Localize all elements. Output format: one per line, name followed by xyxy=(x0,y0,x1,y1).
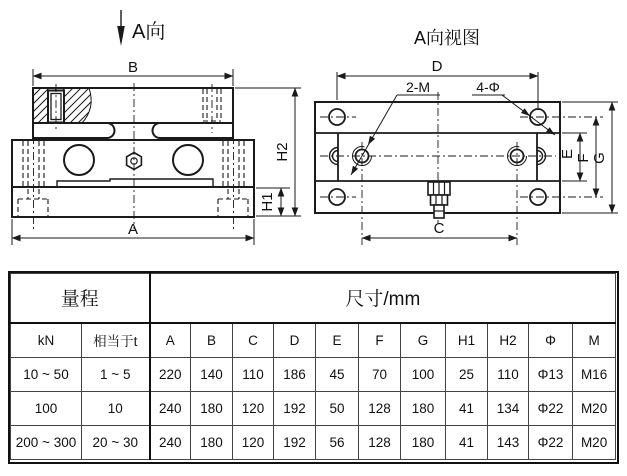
table-cell: Φ22 xyxy=(529,426,573,460)
table-cell: 240 xyxy=(150,392,191,426)
table-cell: 192 xyxy=(274,426,316,460)
dim-H1-label: H1 xyxy=(259,192,276,212)
table-cell: 128 xyxy=(359,426,401,460)
col-header-H1: H1 xyxy=(446,323,488,358)
table-cell: 180 xyxy=(191,392,233,426)
dim-E-label: E xyxy=(559,148,576,160)
view-direction-label: A向 xyxy=(132,21,166,43)
table-cell: 100 xyxy=(11,392,82,426)
spec-table-frame xyxy=(8,271,619,464)
table-cell: 180 xyxy=(401,426,446,460)
table-cell: 100 xyxy=(401,358,446,392)
table-cell: 110 xyxy=(233,358,274,392)
table-cell: 220 xyxy=(150,358,191,392)
col-header-phi: Φ xyxy=(529,323,573,358)
col-header-C: C xyxy=(233,323,274,358)
col-header-tonnes: 相当于t xyxy=(82,323,150,358)
view-direction-arrow xyxy=(117,10,125,46)
table-cell: 200 ~ 300 xyxy=(11,426,82,460)
table-cell: 186 xyxy=(274,358,316,392)
table-cell: 120 xyxy=(233,426,274,460)
spec-table xyxy=(10,273,616,460)
col-header-kn: kN xyxy=(11,323,82,358)
table-row xyxy=(11,358,616,392)
bolt-section xyxy=(48,84,64,132)
dim-B-label: B xyxy=(127,59,139,76)
table-cell: 180 xyxy=(401,392,446,426)
col-header-A: A xyxy=(150,323,191,358)
dim-D-label: D xyxy=(431,58,443,75)
dim-D xyxy=(337,72,538,110)
col-header-B: B xyxy=(191,323,233,358)
table-cell: 240 xyxy=(150,426,191,460)
table-cell: 128 xyxy=(359,392,401,426)
table-row xyxy=(11,392,616,426)
base-plate xyxy=(12,187,254,217)
col-header-D: D xyxy=(274,323,316,358)
table-cell: 110 xyxy=(488,358,529,392)
leader-thread-label: 2-M xyxy=(405,79,431,95)
table-cell: 1 ~ 5 xyxy=(82,358,150,392)
table-cell: 45 xyxy=(316,358,359,392)
dim-C-label: C xyxy=(433,220,445,237)
side-view xyxy=(6,10,301,245)
table-cell: M20 xyxy=(573,392,616,426)
col-header-F: F xyxy=(359,323,401,358)
dim-H2-label: H2 xyxy=(274,142,291,162)
table-cell: 192 xyxy=(274,392,316,426)
table-cell: 20 ~ 30 xyxy=(82,426,150,460)
table-cell: 10 xyxy=(82,392,150,426)
table-cell: Φ13 xyxy=(529,358,573,392)
table-cell: 50 xyxy=(316,392,359,426)
table-cell: M16 xyxy=(573,358,616,392)
table-cell: 120 xyxy=(233,392,274,426)
table-cell: 56 xyxy=(316,426,359,460)
table-row xyxy=(11,426,616,460)
shim-strip xyxy=(57,179,213,187)
table-cell: 41 xyxy=(446,426,488,460)
top-view xyxy=(315,28,618,245)
table-cell: 41 xyxy=(446,392,488,426)
dim-G-label: G xyxy=(591,152,608,164)
column-header-row xyxy=(11,323,616,358)
right-hole xyxy=(173,145,203,175)
table-cell: Φ22 xyxy=(529,392,573,426)
size-header: 尺寸/mm xyxy=(150,274,616,323)
table-cell: 10 ~ 50 xyxy=(11,358,82,392)
table-cell: 25 xyxy=(446,358,488,392)
flex-slots xyxy=(33,123,233,138)
left-hole xyxy=(64,145,94,175)
col-header-H2: H2 xyxy=(488,323,529,358)
dim-F-label: F xyxy=(575,153,592,163)
table-cell: 70 xyxy=(359,358,401,392)
table-cell: 140 xyxy=(191,358,233,392)
table-cell: M20 xyxy=(573,426,616,460)
col-header-G: G xyxy=(401,323,446,358)
table-cell: 180 xyxy=(191,426,233,460)
col-header-M: M xyxy=(573,323,616,358)
table-cell: 143 xyxy=(488,426,529,460)
top-view-title: A向视图 xyxy=(413,28,481,48)
leader-through-label: 4-Φ xyxy=(476,79,500,95)
dim-A-label: A xyxy=(127,221,139,238)
hidden-counterbores xyxy=(18,199,248,216)
table-cell: 134 xyxy=(488,392,529,426)
range-header: 量程 xyxy=(11,274,150,323)
col-header-E: E xyxy=(316,323,359,358)
top-plate xyxy=(6,84,233,133)
